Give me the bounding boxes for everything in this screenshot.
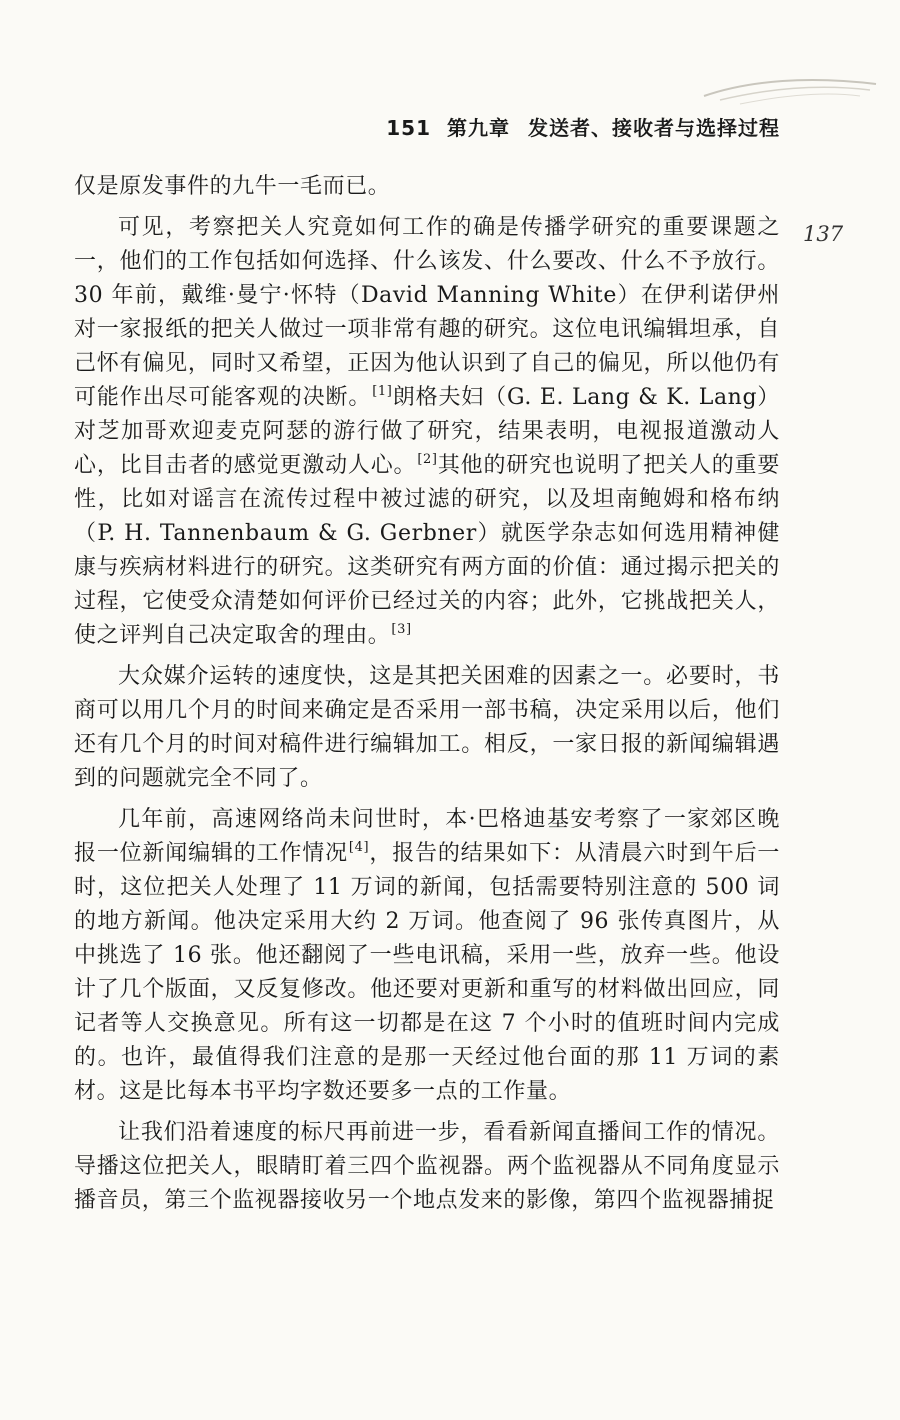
paragraph-1: 仅是原发事件的九牛一毛而已。 (74, 174, 391, 199)
paragraph-2-part-3: 其他的研究也说明了把关人的重要性，比如对谣言在流传过程中被过滤的研究，以及坦南鲍姆和格布纳（P. H. Tannenbaum & G. Gerbner）就医学杂志如何选用精神健康与疾病材料进行的研究。这类研究有两方面的价值：通过揭示把关的过程，它使受众清楚如何评价已经过关的内容；此外，它挑战把关人，使之评判自己决定取舍的理由。 (74, 453, 780, 648)
header-ornament-swoosh (700, 70, 880, 110)
header-page-number: 151 (386, 116, 431, 140)
body-text (74, 170, 780, 1225)
paragraph-3: 大众媒介运转的速度快，这是其把关困难的因素之一。必要时，书商可以用几个月的时间来确定是否采用一部书稿，决定采用以后，他们还有几个月的时间对稿件进行编辑加工。相反，一家日报的新闻编辑遇到的问题就完全不同了。 (74, 664, 780, 791)
footnote-ref-4[interactable]: [4] (348, 840, 370, 855)
footnote-ref-2[interactable]: [2] (417, 452, 438, 467)
paragraph-4-part-1: 几年前，高速网络尚未问世时，本·巴格迪基安考察了一家郊区晚报一位新闻编辑的工作情况 (74, 807, 780, 866)
paragraph-5: 让我们沿着速度的标尺再前进一步，看看新闻直播间工作的情况。导播这位把关人，眼睛盯着三四个监视器。两个监视器从不同角度显示播音员，第三个监视器接收另一个地点发来的影像，第四个监视器捕捉 (74, 1120, 780, 1213)
margin-page-number: 137 (803, 222, 844, 246)
paragraph-4-part-2: ，报告的结果如下：从清晨六时到午后一时，这位把关人处理了 11 万词的新闻，包括需要特别注意的 500 词的地方新闻。他决定采用大约 2 万词。他查阅了 96 张传真图片，从中挑选了 16 张。他还翻阅了一些电讯稿，采用一些，放弃一些。他设计了几个版面，又反复修改。他还要对更新和重写的材料做出回应，同记者等人交换意见。所有这一切都是在这 7 个小时的值班时间内完成的。也许，最值得我们注意的是那一天经过他台面的那 11 万词的素材。这是比每本书平均字数还要多一点的工作量。 (74, 841, 781, 1104)
paragraph-2 (74, 211, 780, 653)
footnote-ref-3[interactable]: [3] (391, 622, 412, 637)
header-chapter: 第九章 (447, 116, 510, 140)
footnote-ref-1[interactable]: [1] (372, 384, 393, 399)
running-header (386, 112, 780, 141)
paragraph-2-part-2: 朗格夫妇（G. E. Lang & K. Lang）对芝加哥欢迎麦克阿瑟的游行做了研究，结果表明，电视报道激动人心，比目击者的感觉更激动人心。 (74, 385, 780, 478)
paragraph-2-part-1: 可见，考察把关人究竟如何工作的确是传播学研究的重要课题之一，他们的工作包括如何选择、什么该发、什么要改、什么不予放行。30 年前，戴维·曼宁·怀特（David Manning White）在伊利诺伊州对一家报纸的把关人做过一项非常有趣的研究。这位电讯编辑坦承，自己怀有偏见，同时又希望，正因为他认识到了自己的偏见，所以他仍有可能作出尽可能客观的决断。 (74, 215, 780, 410)
paragraph-4 (74, 803, 780, 1109)
header-chapter-title: 发送者、接收者与选择过程 (528, 116, 780, 140)
